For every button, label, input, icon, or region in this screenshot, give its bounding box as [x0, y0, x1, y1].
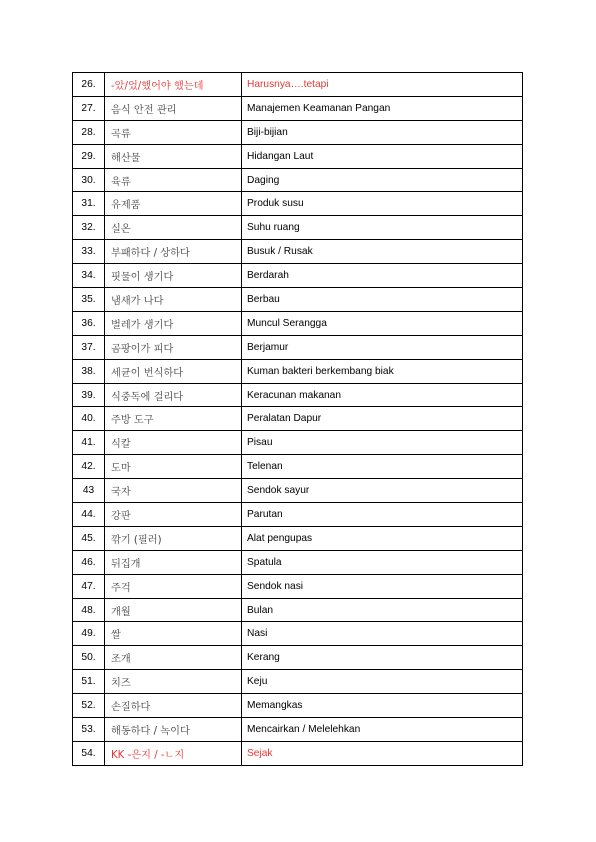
indonesian-translation-cell: Alat pengupas: [242, 526, 523, 550]
indonesian-translation-cell: Berjamur: [242, 335, 523, 359]
table-row: [73, 192, 523, 216]
row-number-cell: 42.: [73, 455, 105, 479]
indonesian-translation-cell: Hidangan Laut: [242, 144, 523, 168]
korean-term-cell: 냄새가 나다: [105, 288, 242, 312]
row-number-cell: 32.: [73, 216, 105, 240]
table-row: [73, 718, 523, 742]
indonesian-translation-cell: Spatula: [242, 550, 523, 574]
table-row: [73, 216, 523, 240]
korean-term-cell: 주걱: [105, 574, 242, 598]
table-row: [73, 622, 523, 646]
korean-term-cell: 조개: [105, 646, 242, 670]
table-row: [73, 144, 523, 168]
table-row: [73, 741, 523, 765]
vocabulary-table-body: [73, 73, 523, 766]
korean-term-cell: 곰팡이가 피다: [105, 335, 242, 359]
korean-term-cell: 도마: [105, 455, 242, 479]
table-row: [73, 359, 523, 383]
table-row: [73, 96, 523, 120]
korean-term-cell: 치즈: [105, 670, 242, 694]
korean-term-cell: 음식 안전 관리: [105, 96, 242, 120]
korean-term-cell: -았/었/했어야 했는데: [105, 73, 242, 97]
indonesian-translation-cell: Kerang: [242, 646, 523, 670]
korean-term-cell: 부패하다 / 상하다: [105, 240, 242, 264]
row-number-cell: 44.: [73, 503, 105, 527]
table-row: [73, 598, 523, 622]
row-number-cell: 54.: [73, 741, 105, 765]
indonesian-translation-cell: Sejak: [242, 741, 523, 765]
korean-term-cell: 벌레가 생기다: [105, 311, 242, 335]
indonesian-translation-cell: Keju: [242, 670, 523, 694]
indonesian-translation-cell: Berbau: [242, 288, 523, 312]
table-row: [73, 574, 523, 598]
row-number-cell: 34.: [73, 264, 105, 288]
row-number-cell: 36.: [73, 311, 105, 335]
indonesian-translation-cell: Biji-bijian: [242, 120, 523, 144]
table-row: [73, 335, 523, 359]
korean-term-cell: 해동하다 / 녹이다: [105, 718, 242, 742]
indonesian-translation-cell: Kuman bakteri berkembang biak: [242, 359, 523, 383]
indonesian-translation-cell: Memangkas: [242, 694, 523, 718]
row-number-cell: 40.: [73, 407, 105, 431]
korean-term-cell: 식중독에 걸리다: [105, 383, 242, 407]
row-number-cell: 46.: [73, 550, 105, 574]
row-number-cell: 28.: [73, 120, 105, 144]
indonesian-translation-cell: Mencairkan / Melelehkan: [242, 718, 523, 742]
indonesian-translation-cell: Suhu ruang: [242, 216, 523, 240]
indonesian-translation-cell: Manajemen Keamanan Pangan: [242, 96, 523, 120]
korean-term-cell: 유제품: [105, 192, 242, 216]
indonesian-translation-cell: Bulan: [242, 598, 523, 622]
row-number-cell: 37.: [73, 335, 105, 359]
korean-term-cell: 세균이 번식하다: [105, 359, 242, 383]
table-row: [73, 407, 523, 431]
row-number-cell: 49.: [73, 622, 105, 646]
indonesian-translation-cell: Berdarah: [242, 264, 523, 288]
table-row: [73, 288, 523, 312]
indonesian-translation-cell: Telenan: [242, 455, 523, 479]
row-number-cell: 38.: [73, 359, 105, 383]
row-number-cell: 41.: [73, 431, 105, 455]
korean-term-cell: 쌀: [105, 622, 242, 646]
table-row: [73, 240, 523, 264]
table-row: [73, 431, 523, 455]
indonesian-translation-cell: Peralatan Dapur: [242, 407, 523, 431]
row-number-cell: 53.: [73, 718, 105, 742]
indonesian-translation-cell: Busuk / Rusak: [242, 240, 523, 264]
indonesian-translation-cell: Harusnya….tetapi: [242, 73, 523, 97]
korean-term-cell: 주방 도구: [105, 407, 242, 431]
row-number-cell: 47.: [73, 574, 105, 598]
korean-term-cell: 육류: [105, 168, 242, 192]
row-number-cell: 31.: [73, 192, 105, 216]
table-row: [73, 670, 523, 694]
korean-term-cell: 해산물: [105, 144, 242, 168]
table-row: [73, 455, 523, 479]
korean-term-cell: 식칼: [105, 431, 242, 455]
indonesian-translation-cell: Produk susu: [242, 192, 523, 216]
row-number-cell: 39.: [73, 383, 105, 407]
indonesian-translation-cell: Sendok sayur: [242, 479, 523, 503]
korean-term-cell: 강판: [105, 503, 242, 527]
table-row: [73, 168, 523, 192]
indonesian-translation-cell: Pisau: [242, 431, 523, 455]
korean-term-cell: 핏물이 생기다: [105, 264, 242, 288]
table-row: [73, 73, 523, 97]
korean-term-cell: 개월: [105, 598, 242, 622]
indonesian-translation-cell: Muncul Serangga: [242, 311, 523, 335]
indonesian-translation-cell: Parutan: [242, 503, 523, 527]
korean-term-cell: 뒤집개: [105, 550, 242, 574]
table-row: [73, 550, 523, 574]
table-row: [73, 646, 523, 670]
row-number-cell: 43: [73, 479, 105, 503]
table-row: [73, 503, 523, 527]
table-row: [73, 526, 523, 550]
table-row: [73, 383, 523, 407]
vocabulary-table: [72, 72, 523, 766]
indonesian-translation-cell: Daging: [242, 168, 523, 192]
row-number-cell: 29.: [73, 144, 105, 168]
indonesian-translation-cell: Nasi: [242, 622, 523, 646]
row-number-cell: 52.: [73, 694, 105, 718]
row-number-cell: 35.: [73, 288, 105, 312]
indonesian-translation-cell: Keracunan makanan: [242, 383, 523, 407]
row-number-cell: 50.: [73, 646, 105, 670]
table-row: [73, 264, 523, 288]
indonesian-translation-cell: Sendok nasi: [242, 574, 523, 598]
korean-term-cell: 국자: [105, 479, 242, 503]
korean-term-cell: 깎기 (필러): [105, 526, 242, 550]
table-row: [73, 479, 523, 503]
row-number-cell: 30.: [73, 168, 105, 192]
korean-term-cell: 손질하다: [105, 694, 242, 718]
table-row: [73, 120, 523, 144]
table-row: [73, 694, 523, 718]
row-number-cell: 48.: [73, 598, 105, 622]
table-row: [73, 311, 523, 335]
korean-term-cell: 실온: [105, 216, 242, 240]
row-number-cell: 27.: [73, 96, 105, 120]
row-number-cell: 33.: [73, 240, 105, 264]
row-number-cell: 26.: [73, 73, 105, 97]
row-number-cell: 45.: [73, 526, 105, 550]
row-number-cell: 51.: [73, 670, 105, 694]
korean-term-cell: KK -은지 / -ㄴ지: [105, 741, 242, 765]
korean-term-cell: 곡류: [105, 120, 242, 144]
